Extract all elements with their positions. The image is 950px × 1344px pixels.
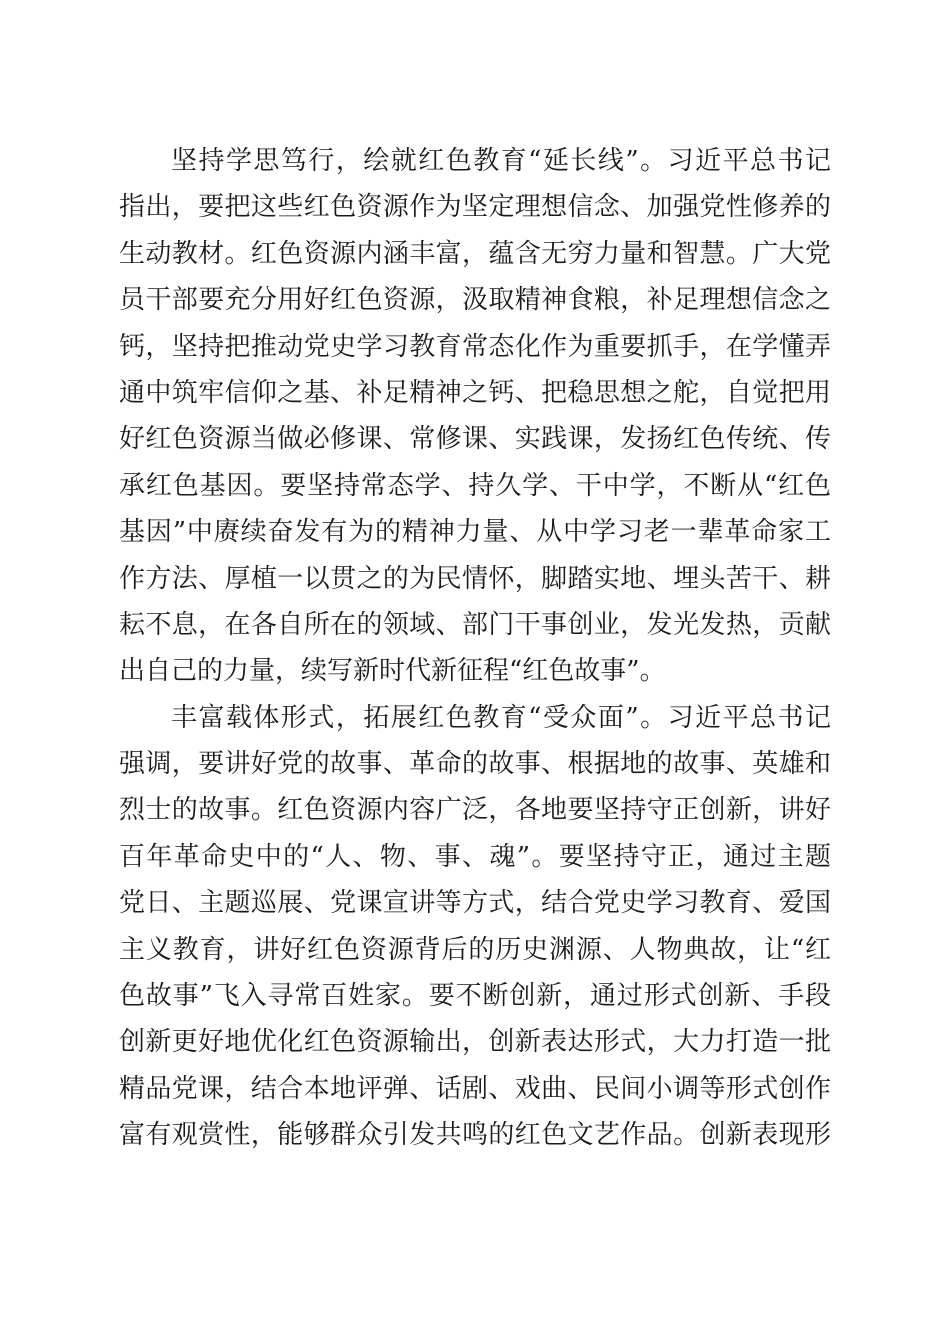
paragraph-red-education-audience	[119, 695, 831, 1159]
paragraph-line: 作方法、厚植一以贯之的为民情怀，脚踏实地、埋头苦干、耕	[119, 563, 831, 594]
paragraph-line: 承红色基因。要坚持常态学、持久学、干中学，不断从“红色	[119, 470, 831, 501]
paragraph-line: 百年革命史中的“人、物、事、魂”。要坚持守正，通过主题	[119, 841, 831, 872]
paragraph-line: 色故事”飞入寻常百姓家。要不断创新，通过形式创新、手段	[119, 981, 831, 1012]
paragraph-line: 主义教育，讲好红色资源背后的历史渊源、人物典故，让“红	[119, 934, 831, 965]
paragraph-line: 指出，要把这些红色资源作为坚定理想信念、加强党性修养的	[119, 192, 831, 223]
paragraph-line: 强调，要讲好党的故事、革命的故事、根据地的故事、英雄和	[119, 749, 831, 780]
paragraph-line: 员干部要充分用好红色资源，汲取精神食粮，补足理想信念之	[119, 285, 831, 316]
paragraph-line: 烈士的故事。红色资源内容广泛，各地要坚持守正创新，讲好	[119, 795, 831, 826]
paragraph-line: 丰富载体形式，拓展红色教育“受众面”。习近平总书记	[171, 702, 831, 733]
paragraph-line: 耘不息，在各自所在的领域、部门干事创业，发光发热，贡献	[119, 609, 831, 640]
paragraph-line: 钙，坚持把推动党史学习教育常态化作为重要抓手，在学懂弄	[119, 331, 831, 362]
paragraph-line: 通中筑牢信仰之基、补足精神之钙、把稳思想之舵，自觉把用	[119, 377, 831, 408]
paragraph-line: 党日、主题巡展、党课宣讲等方式，结合党史学习教育、爱国	[119, 888, 831, 919]
paragraph-line: 基因”中赓续奋发有为的精神力量、从中学习老一辈革命家工	[119, 517, 831, 548]
paragraph-line: 精品党课，结合本地评弹、话剧、戏曲、民间小调等形式创作	[119, 1073, 831, 1104]
paragraph-line: 富有观赏性，能够群众引发共鸣的红色文艺作品。创新表现形	[119, 1120, 831, 1151]
paragraph-line: 生动教材。红色资源内涵丰富，蕴含无穷力量和智慧。广大党	[119, 238, 831, 269]
document-body	[119, 138, 831, 1159]
paragraph-line: 创新更好地优化红色资源输出，创新表达形式，大力打造一批	[119, 1027, 831, 1058]
paragraph-red-education-extension	[119, 138, 831, 695]
paragraph-line: 好红色资源当做必修课、常修课、实践课，发扬红色传统、传	[119, 424, 831, 455]
paragraph-line: 出自己的力量，续写新时代新征程“红色故事”。	[119, 656, 666, 687]
paragraph-line: 坚持学思笃行，绘就红色教育“延长线”。习近平总书记	[171, 146, 831, 176]
